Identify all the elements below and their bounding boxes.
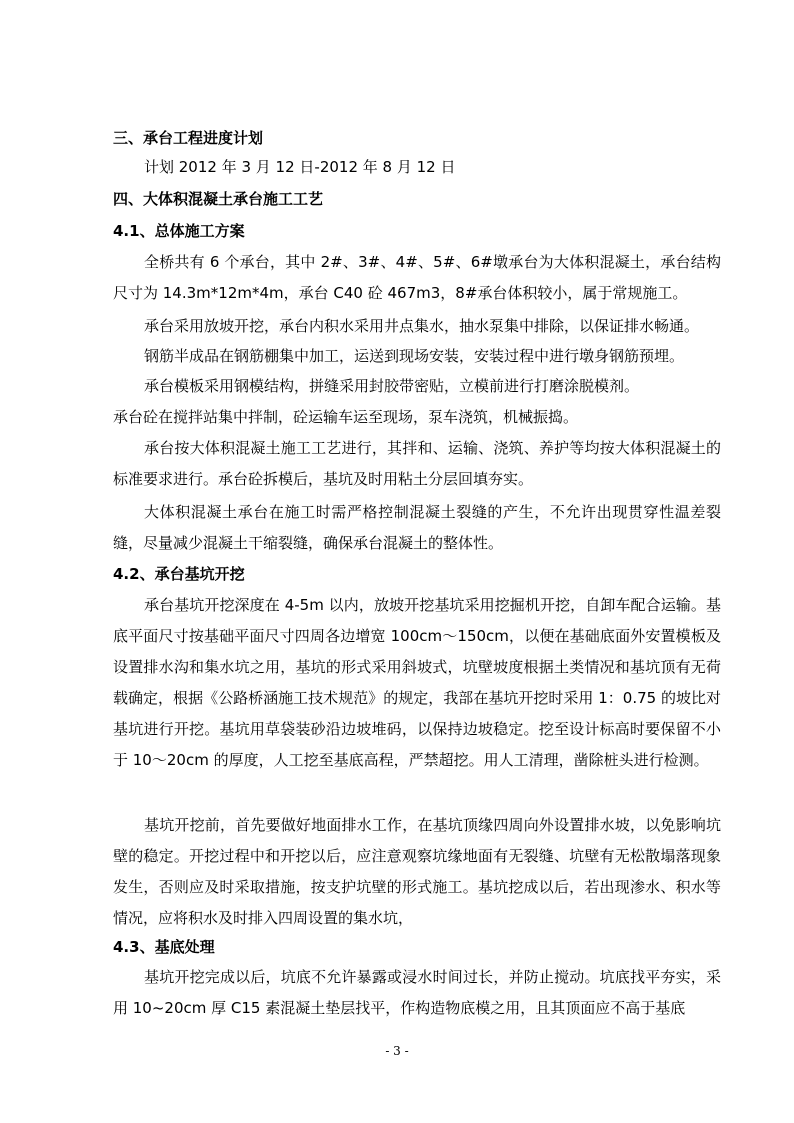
section-4-1-paragraph-6: 承台按大体积混凝土施工工艺进行，其拌和、运输、浇筑、养护等均按大体积混凝土的标准要求进行。承台砼拆模后，基坑及时用粘土分层回填夯实。	[113, 439, 721, 488]
section-4-2-paragraph-2: 基坑开挖前，首先要做好地面排水工作，在基坑顶缘四周向外设置排水坡，以免影响坑壁的稳定。开挖过程中和开挖以后，应注意观察坑缘地面有无裂缝、坑壁有无松散塌落现象发生，否则应及时采取措施，按支护坑壁的形式施工。基坑挖成以后，若出现渗水、积水等情况，应将积水及时排入四周设置的集水坑，	[113, 816, 721, 927]
section-4-1-heading: 4.1、总体施工方案	[113, 222, 245, 240]
section-4-1-paragraph-5: 承台砼在搅拌站集中拌制，砼运输车运至现场，泵车浇筑，机械振捣。	[113, 408, 579, 426]
section-4-2-heading: 4.2、承台基坑开挖	[113, 565, 245, 583]
section-4-3-paragraph-1: 基坑开挖完成以后，坑底不允许暴露或浸水时间过长，并防止搅动。坑底找平夯实，采用 10~20cm 厚 C15 素混凝土垫层找平，作构造物底模之用，且其顶面应不高于基底	[113, 968, 721, 1017]
section-4-1-paragraph-1: 全桥共有 6 个承台，其中 2#、3#、4#、5#、6#墩承台为大体积混凝土，承台结构尺寸为 14.3m*12m*4m，承台 C40 砼 467m3，8#承台体积较小，属于常规施工。	[113, 253, 721, 302]
section-3-heading: 三、承台工程进度计划	[113, 129, 264, 147]
section-4-1-paragraph-2: 承台采用放坡开挖，承台内积水采用井点集水，抽水泵集中排除，以保证排水畅通。	[144, 317, 700, 335]
section-4-1-paragraph-3: 钢筋半成品在钢筋棚集中加工，运送到现场安装，安装过程中进行墩身钢筋预埋。	[144, 347, 685, 365]
section-3-plan-text: 计划 2012 年 3 月 12 日-2012 年 8 月 12 日	[144, 158, 456, 176]
section-4-1-paragraph-4: 承台模板采用钢模结构，拼缝采用封胶带密贴，立模前进行打磨涂脱模剂。	[144, 377, 640, 395]
section-4-3-heading: 4.3、基底处理	[113, 938, 215, 956]
page-number: - 3 -	[385, 1044, 409, 1058]
section-4-2-paragraph-1: 承台基坑开挖深度在 4-5m 以内，放坡开挖基坑采用挖掘机开挖，自卸车配合运输。基底平面尺寸按基础平面尺寸四周各边增宽 100cm～150cm，以便在基础底面外安置模板及设置排水沟和集水坑之用，基坑的形式采用斜坡式，坑壁坡度根据土类情况和基坑顶有无荷载确定，根据《公路桥涵施工技术规范》的规定，我部在基坑开挖时采用 1：0.75 的坡比对基坑进行开挖。基坑用草袋装砂沿边坡堆码，以保持边坡稳定。挖至设计标高时要保留不小于 10～20cm 的厚度，人工挖至基底高程，严禁超挖。用人工清理，凿除桩头进行检测。	[113, 596, 721, 769]
section-4-heading: 四、大体积混凝土承台施工工艺	[113, 190, 324, 208]
section-4-1-paragraph-7: 大体积混凝土承台在施工时需严格控制混凝土裂缝的产生，不允许出现贯穿性温差裂缝，尽量减少混凝土干缩裂缝，确保承台混凝土的整体性。	[113, 503, 721, 552]
